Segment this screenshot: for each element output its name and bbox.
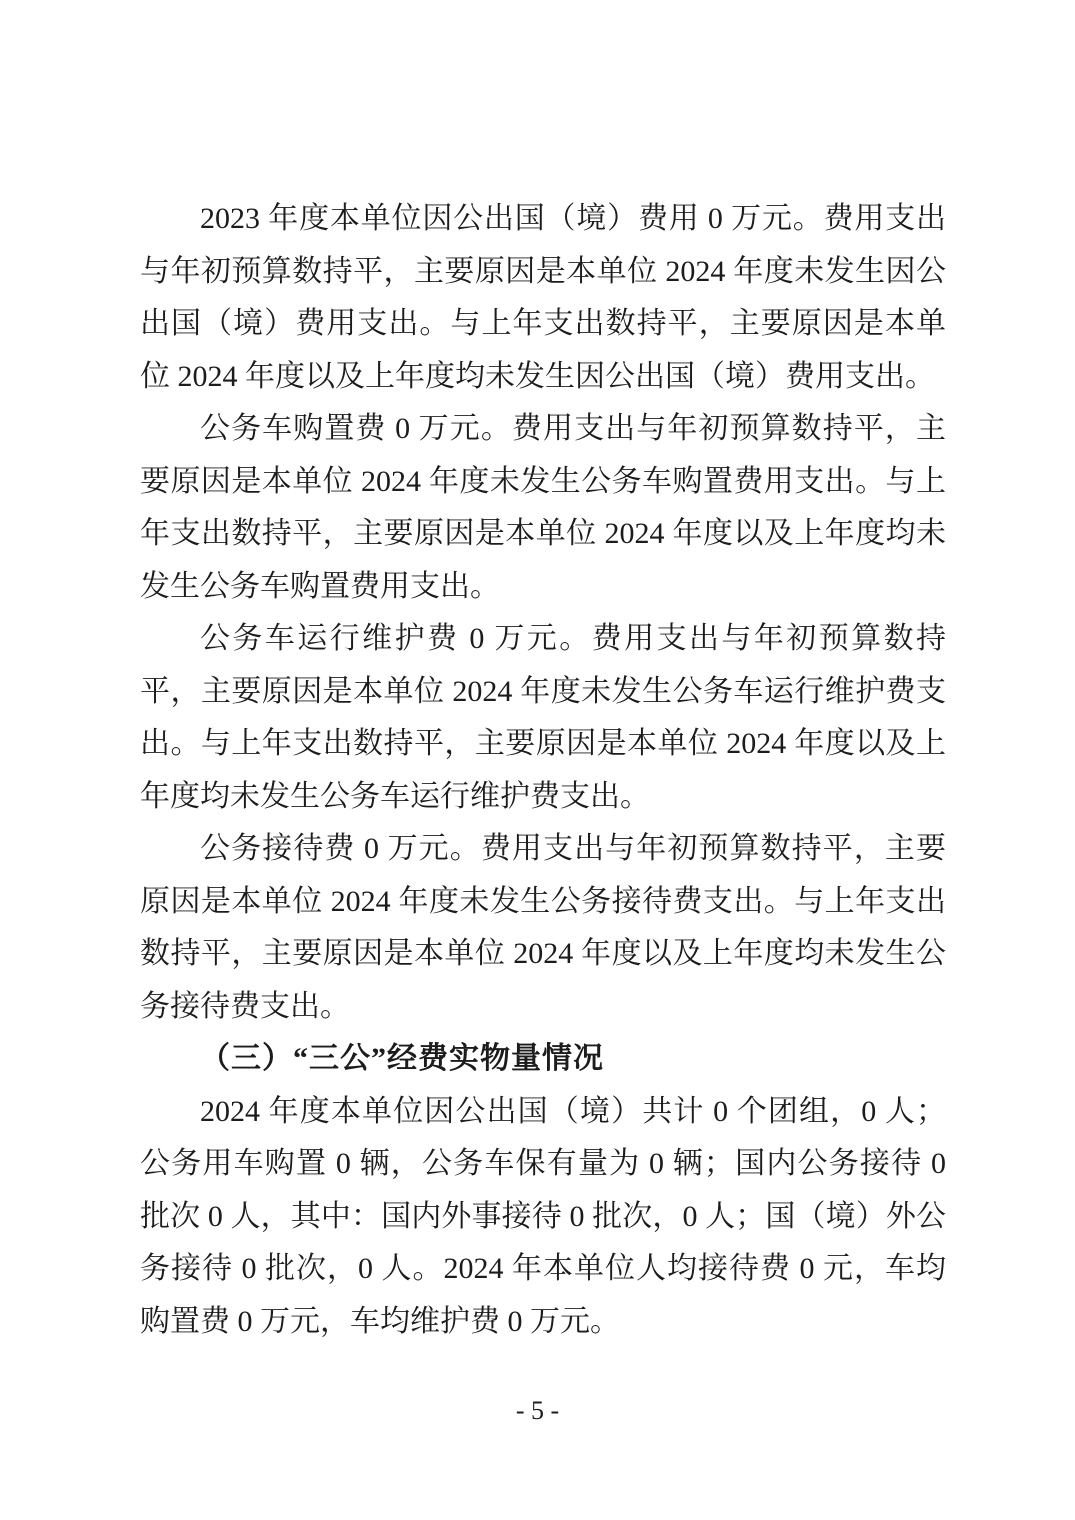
paragraph-physical-quantity-details: 2024 年度本单位因公出国（境）共计 0 个团组，0 人；公务用车购置 0 辆，公务车保有量为 0 辆；国内公务接待 0 批次 0 人，其中：国内外事接待 0 批次，0 人；国（境）外公务接待 0 批次，0 人。2024 年本单位人均接待费 0 元，车均购置费 0 万元，车均维护费 0 万元。 xyxy=(140,1094,946,1338)
paragraph-official-reception-expense: 公务接待费 0 万元。费用支出与年初预算数持平，主要原因是本单位 2024 年度未发生公务接待费支出。与上年支出数持平，主要原因是本单位 2024 年度以及上年度均未发生公务接待费支出。 xyxy=(140,832,946,1023)
paragraph-vehicle-purchase-expense: 公务车购置费 0 万元。费用支出与年初预算数持平，主要原因是本单位 2024 年度未发生公务车购置费用支出。与上年支出数持平，主要原因是本单位 2024 年度以及上年度均未发生公务车购置费用支出。 xyxy=(140,412,946,603)
paragraph-vehicle-maintenance-expense: 公务车运行维护费 0 万元。费用支出与年初预算数持平，主要原因是本单位 2024 年度未发生公务车运行维护费支出。与上年支出数持平，主要原因是本单位 2024 年度以及上年度均未发生公务车运行维护费支出。 xyxy=(140,622,946,813)
document-body xyxy=(140,193,946,1348)
paragraph-outbound-travel-expense: 2023 年度本单位因公出国（境）费用 0 万元。费用支出与年初预算数持平，主要原因是本单位 2024 年度未发生因公出国（境）费用支出。与上年支出数持平，主要原因是本单位 2024 年度以及上年度均未发生因公出国（境）费用支出。 xyxy=(140,202,946,393)
page-number: - 5 - xyxy=(515,1396,560,1425)
page-footer xyxy=(0,1394,1075,1428)
section-heading-three-public-expenses-physical-quantity: （三）“三公”经费实物量情况 xyxy=(200,1042,604,1075)
